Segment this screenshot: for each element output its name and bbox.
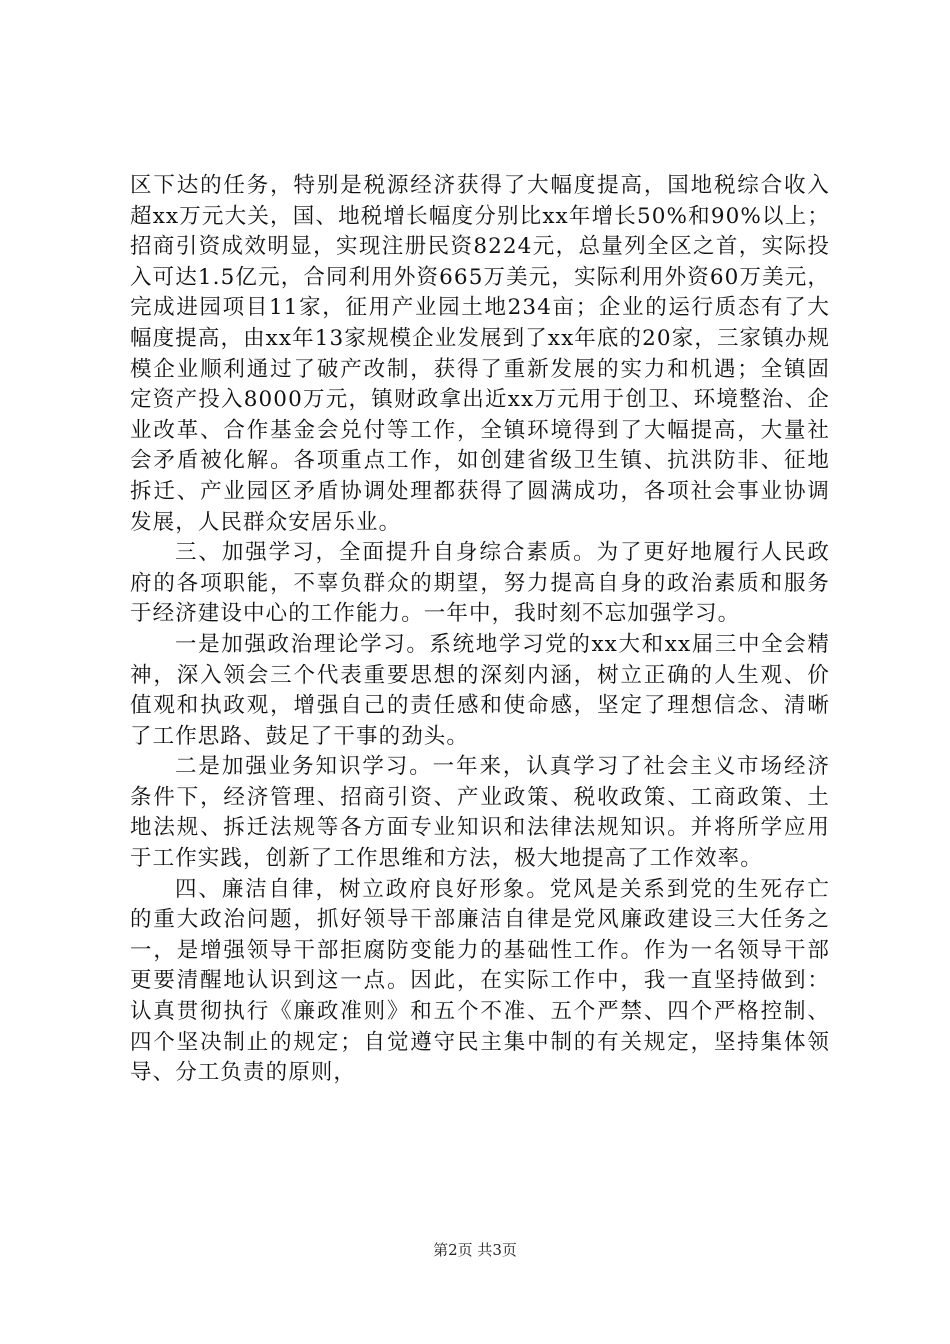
document-body bbox=[130, 171, 830, 1089]
paragraph-section-four: 四、廉洁自律，树立政府良好形象。党风是关系到党的生死存亡的重大政治问题，抓好领导干部廉洁自律是党风廉政建设三大任务之一，是增强领导干部拒腐防变能力的基础性工作。作为一名领导干部更要清醒地认识到这一点。因此，在实际工作中，我一直坚持做到：认真贯彻执行《廉政准则》和五个不准、五个严禁、四个严格控制、四个坚决制止的规定；自觉遵守民主集中制的有关规定，坚持集体领导、分工负责的原则， bbox=[130, 876, 830, 1086]
paragraph-political-study: 一是加强政治理论学习。系统地学习党的xx大和xx届三中全会精神，深入领会三个代表重要思想的深刻内涵，树立正确的人生观、价值观和执政观，增强自己的责任感和使命感，坚定了理想信念、清晰了工作思路、鼓足了干事的劲头。 bbox=[130, 631, 830, 749]
paragraph-section-three: 三、加强学习，全面提升自身综合素质。为了更好地履行人民政府的各项职能，不辜负群众的期望，努力提高自身的政治素质和服务于经济建设中心的工作能力。一年中，我时刻不忘加强学习。 bbox=[130, 540, 830, 627]
paragraph-business-study: 二是加强业务知识学习。一年来，认真学习了社会主义市场经济条件下，经济管理、招商引资、产业政策、税收政策、工商政策、土地法规、拆迁法规等各方面专业知识和法律法规知识。并将所学应用于工作实践，创新了工作思维和方法，极大地提高了工作效率。 bbox=[130, 754, 830, 872]
page-footer: 第2页 共3页 bbox=[433, 1241, 517, 1259]
paragraph-continuation: 区下达的任务，特别是税源经济获得了大幅度提高，国地税综合收入超xx万元大关，国、地税增长幅度分别比xx年增长50%和90%以上；招商引资成效明显，实现注册民资8224元，总量列全区之首，实际投入可达1.5亿元，合同利用外资665万美元，实际利用外资60万美元，完成进园项目11家，征用产业园土地234亩；企业的运行质态有了大幅度提高，由xx年13家规模企业发展到了xx年底的20家，三家镇办规模企业顺利通过了破产改制，获得了重新发展的实力和机遇；全镇固定资产投入8000万元，镇财政拿出近xx万元用于创卫、环境整治、企业改革、合作基金会兑付等工作，全镇环境得到了大幅提高，大量社会矛盾被化解。各项重点工作，如创建省级卫生镇、抗洪防非、征地拆迁、产业园区矛盾协调处理都获得了圆满成功，各项社会事业协调发展，人民群众安居乐业。 bbox=[130, 173, 830, 535]
